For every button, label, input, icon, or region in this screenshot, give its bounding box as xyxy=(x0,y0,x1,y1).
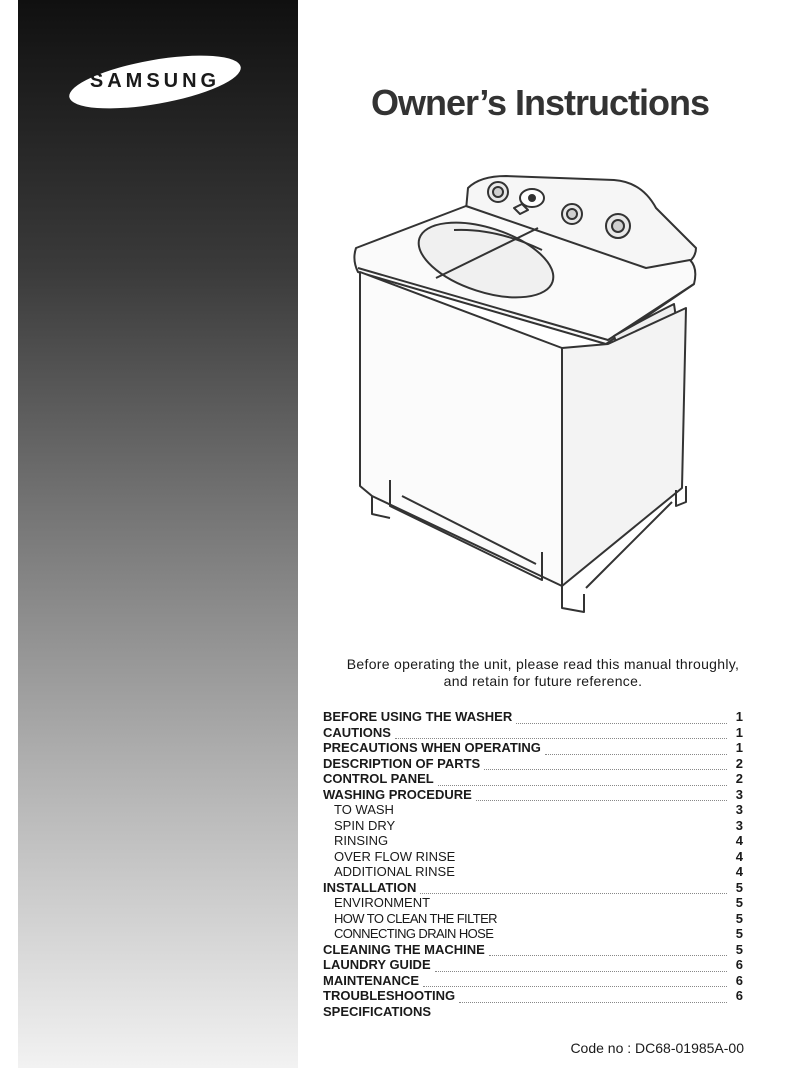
toc-subitem xyxy=(323,802,743,818)
toc-label: TROUBLESHOOTING xyxy=(323,988,456,1003)
toc-label: CONTROL PANEL xyxy=(323,771,434,786)
toc-leader xyxy=(435,1009,727,1018)
toc-page: 5 xyxy=(735,895,743,910)
toc-label: PRECAUTIONS WHEN OPERATING xyxy=(323,740,541,755)
toc-label: HOW TO CLEAN THE FILTER xyxy=(334,910,497,926)
toc-leader xyxy=(423,977,727,987)
toc-page: 4 xyxy=(735,833,743,848)
toc-leader xyxy=(434,900,727,909)
toc-leader xyxy=(395,729,727,739)
toc-page: 4 xyxy=(735,864,743,879)
toc-subitem xyxy=(323,849,743,865)
toc-subitem xyxy=(323,818,743,834)
toc-leader xyxy=(484,760,727,770)
samsung-logo xyxy=(66,52,244,112)
toc-subitem xyxy=(323,864,743,880)
toc-item xyxy=(323,740,743,756)
toc-label: CONNECTING DRAIN HOSE xyxy=(334,926,494,941)
toc-page: 3 xyxy=(735,802,743,817)
toc-leader xyxy=(398,807,727,816)
page-title: Owner’s Instructions xyxy=(370,82,710,123)
toc-leader xyxy=(459,993,727,1003)
toc-page: 2 xyxy=(735,755,743,771)
toc-leader xyxy=(489,946,727,956)
toc-label: BEFORE USING THE WASHER xyxy=(323,709,513,724)
toc-item xyxy=(323,1004,743,1020)
toc-page: 2 xyxy=(735,771,743,786)
toc-leader xyxy=(392,838,727,847)
washing-machine-illustration xyxy=(346,168,708,616)
toc-leader xyxy=(501,916,727,925)
toc-page: 5 xyxy=(735,879,743,895)
toc-label: LAUNDRY GUIDE xyxy=(323,957,431,972)
toc-page: 5 xyxy=(735,941,743,957)
toc-page: 1 xyxy=(735,740,743,755)
toc-page: 4 xyxy=(735,848,743,864)
toc-item xyxy=(323,756,743,772)
toc-item xyxy=(323,880,743,896)
toc-leader xyxy=(420,884,727,894)
toc-item xyxy=(323,942,743,958)
toc-label: MAINTENANCE xyxy=(323,972,420,988)
toc-label: ADDITIONAL RINSE xyxy=(334,864,455,879)
toc-label: TO WASH xyxy=(334,802,394,817)
intro-text xyxy=(318,656,768,690)
toc-page: 6 xyxy=(735,988,743,1003)
side-gradient-band xyxy=(18,0,298,1068)
brand-name: SAMSUNG xyxy=(89,70,221,92)
toc-label: RINSING xyxy=(334,833,389,848)
toc-page: 6 xyxy=(735,972,743,988)
toc-label: DESCRIPTION OF PARTS xyxy=(323,755,481,771)
code-number: Code no : DC68-01985A-00 xyxy=(570,1040,744,1056)
toc-label: ENVIRONMENT xyxy=(334,895,431,910)
toc-leader xyxy=(459,869,727,878)
toc-item xyxy=(323,988,743,1004)
toc-leader xyxy=(438,776,727,786)
toc-label: SPECIFICATIONS xyxy=(323,1003,432,1019)
toc-label: WASHING PROCEDURE xyxy=(323,786,472,802)
toc-page: 1 xyxy=(735,709,743,724)
toc-label: SPIN DRY xyxy=(334,817,396,833)
intro-line: Before operating the unit, please read this manual throughly, xyxy=(346,656,740,672)
toc-subitem xyxy=(323,895,743,911)
toc-page: 5 xyxy=(735,910,743,926)
toc-leader xyxy=(399,823,727,832)
toc-item xyxy=(323,709,743,725)
toc-item xyxy=(323,973,743,989)
toc-leader xyxy=(459,854,727,863)
toc-leader xyxy=(497,931,727,940)
table-of-contents xyxy=(323,709,743,1019)
toc-page: 3 xyxy=(735,817,743,833)
toc-item xyxy=(323,771,743,787)
toc-leader xyxy=(516,714,727,724)
toc-item xyxy=(323,957,743,973)
toc-page: 5 xyxy=(735,926,743,941)
toc-subitem xyxy=(323,911,743,927)
toc-subitem xyxy=(323,926,743,942)
intro-line: and retain for future reference. xyxy=(443,673,643,689)
toc-item xyxy=(323,787,743,803)
toc-label: OVER FLOW RINSE xyxy=(334,848,456,864)
toc-leader xyxy=(435,962,727,972)
toc-label: CAUTIONS xyxy=(323,724,391,740)
toc-subitem xyxy=(323,833,743,849)
toc-label: INSTALLATION xyxy=(323,879,417,895)
toc-label: CLEANING THE MACHINE xyxy=(323,941,485,957)
toc-leader xyxy=(476,791,727,801)
toc-page: 6 xyxy=(735,957,743,972)
toc-page: 3 xyxy=(735,786,743,802)
toc-item xyxy=(323,725,743,741)
toc-page: 1 xyxy=(735,724,743,740)
toc-leader xyxy=(545,745,727,755)
